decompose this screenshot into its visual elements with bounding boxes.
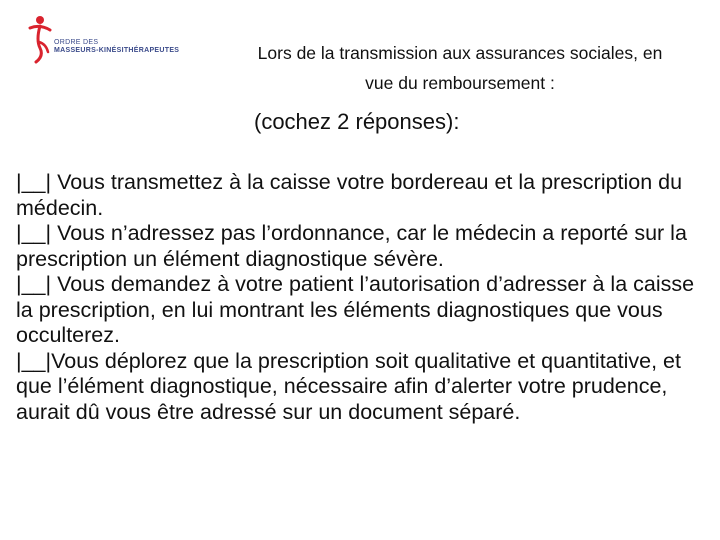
option-text: Vous demandez à votre patient l’autorisation d’adresser à la caisse la prescription, en lui montrant les éléments diagnostiques que vous occulterez. bbox=[16, 272, 695, 347]
checkbox-placeholder[interactable]: |__| bbox=[16, 272, 52, 296]
instruction: (cochez 2 réponses): bbox=[254, 109, 460, 134]
option-text: Vous n’adressez pas l’ordonnance, car le médecin a reporté sur la prescription un élément diagnostique sévère. bbox=[16, 221, 687, 271]
logo bbox=[26, 14, 196, 64]
answer-option[interactable] bbox=[16, 221, 716, 272]
question-title bbox=[200, 38, 720, 98]
answer-option[interactable] bbox=[16, 272, 716, 349]
logo-text bbox=[54, 39, 179, 55]
checkbox-placeholder[interactable]: |__| bbox=[16, 221, 52, 245]
figure-logo-icon bbox=[26, 14, 56, 64]
checkbox-placeholder[interactable]: |__| bbox=[16, 348, 52, 373]
logo-line-2: MASSEURS-KINÉSITHÉRAPEUTES bbox=[54, 47, 180, 54]
logo-line-1: ORDRE DES bbox=[54, 39, 99, 46]
title-line-2: vue du remboursement : bbox=[365, 73, 555, 93]
answer-option[interactable] bbox=[16, 170, 716, 221]
option-text: Vous transmettez à la caisse votre bordereau et la prescription du médecin. bbox=[16, 170, 683, 220]
title-line-1: Lors de la transmission aux assurances sociales, en bbox=[257, 43, 663, 63]
option-text: Vous déplorez que la prescription soit qualitative et quantitative, et que l’élément diagnostique, nécessaire afin d’alerter votre prudence, aurait dû vous être adressé sur un document séparé. bbox=[16, 348, 681, 424]
checkbox-placeholder[interactable]: |__| bbox=[16, 170, 52, 194]
answer-option[interactable] bbox=[16, 349, 716, 426]
answer-options bbox=[16, 170, 716, 425]
